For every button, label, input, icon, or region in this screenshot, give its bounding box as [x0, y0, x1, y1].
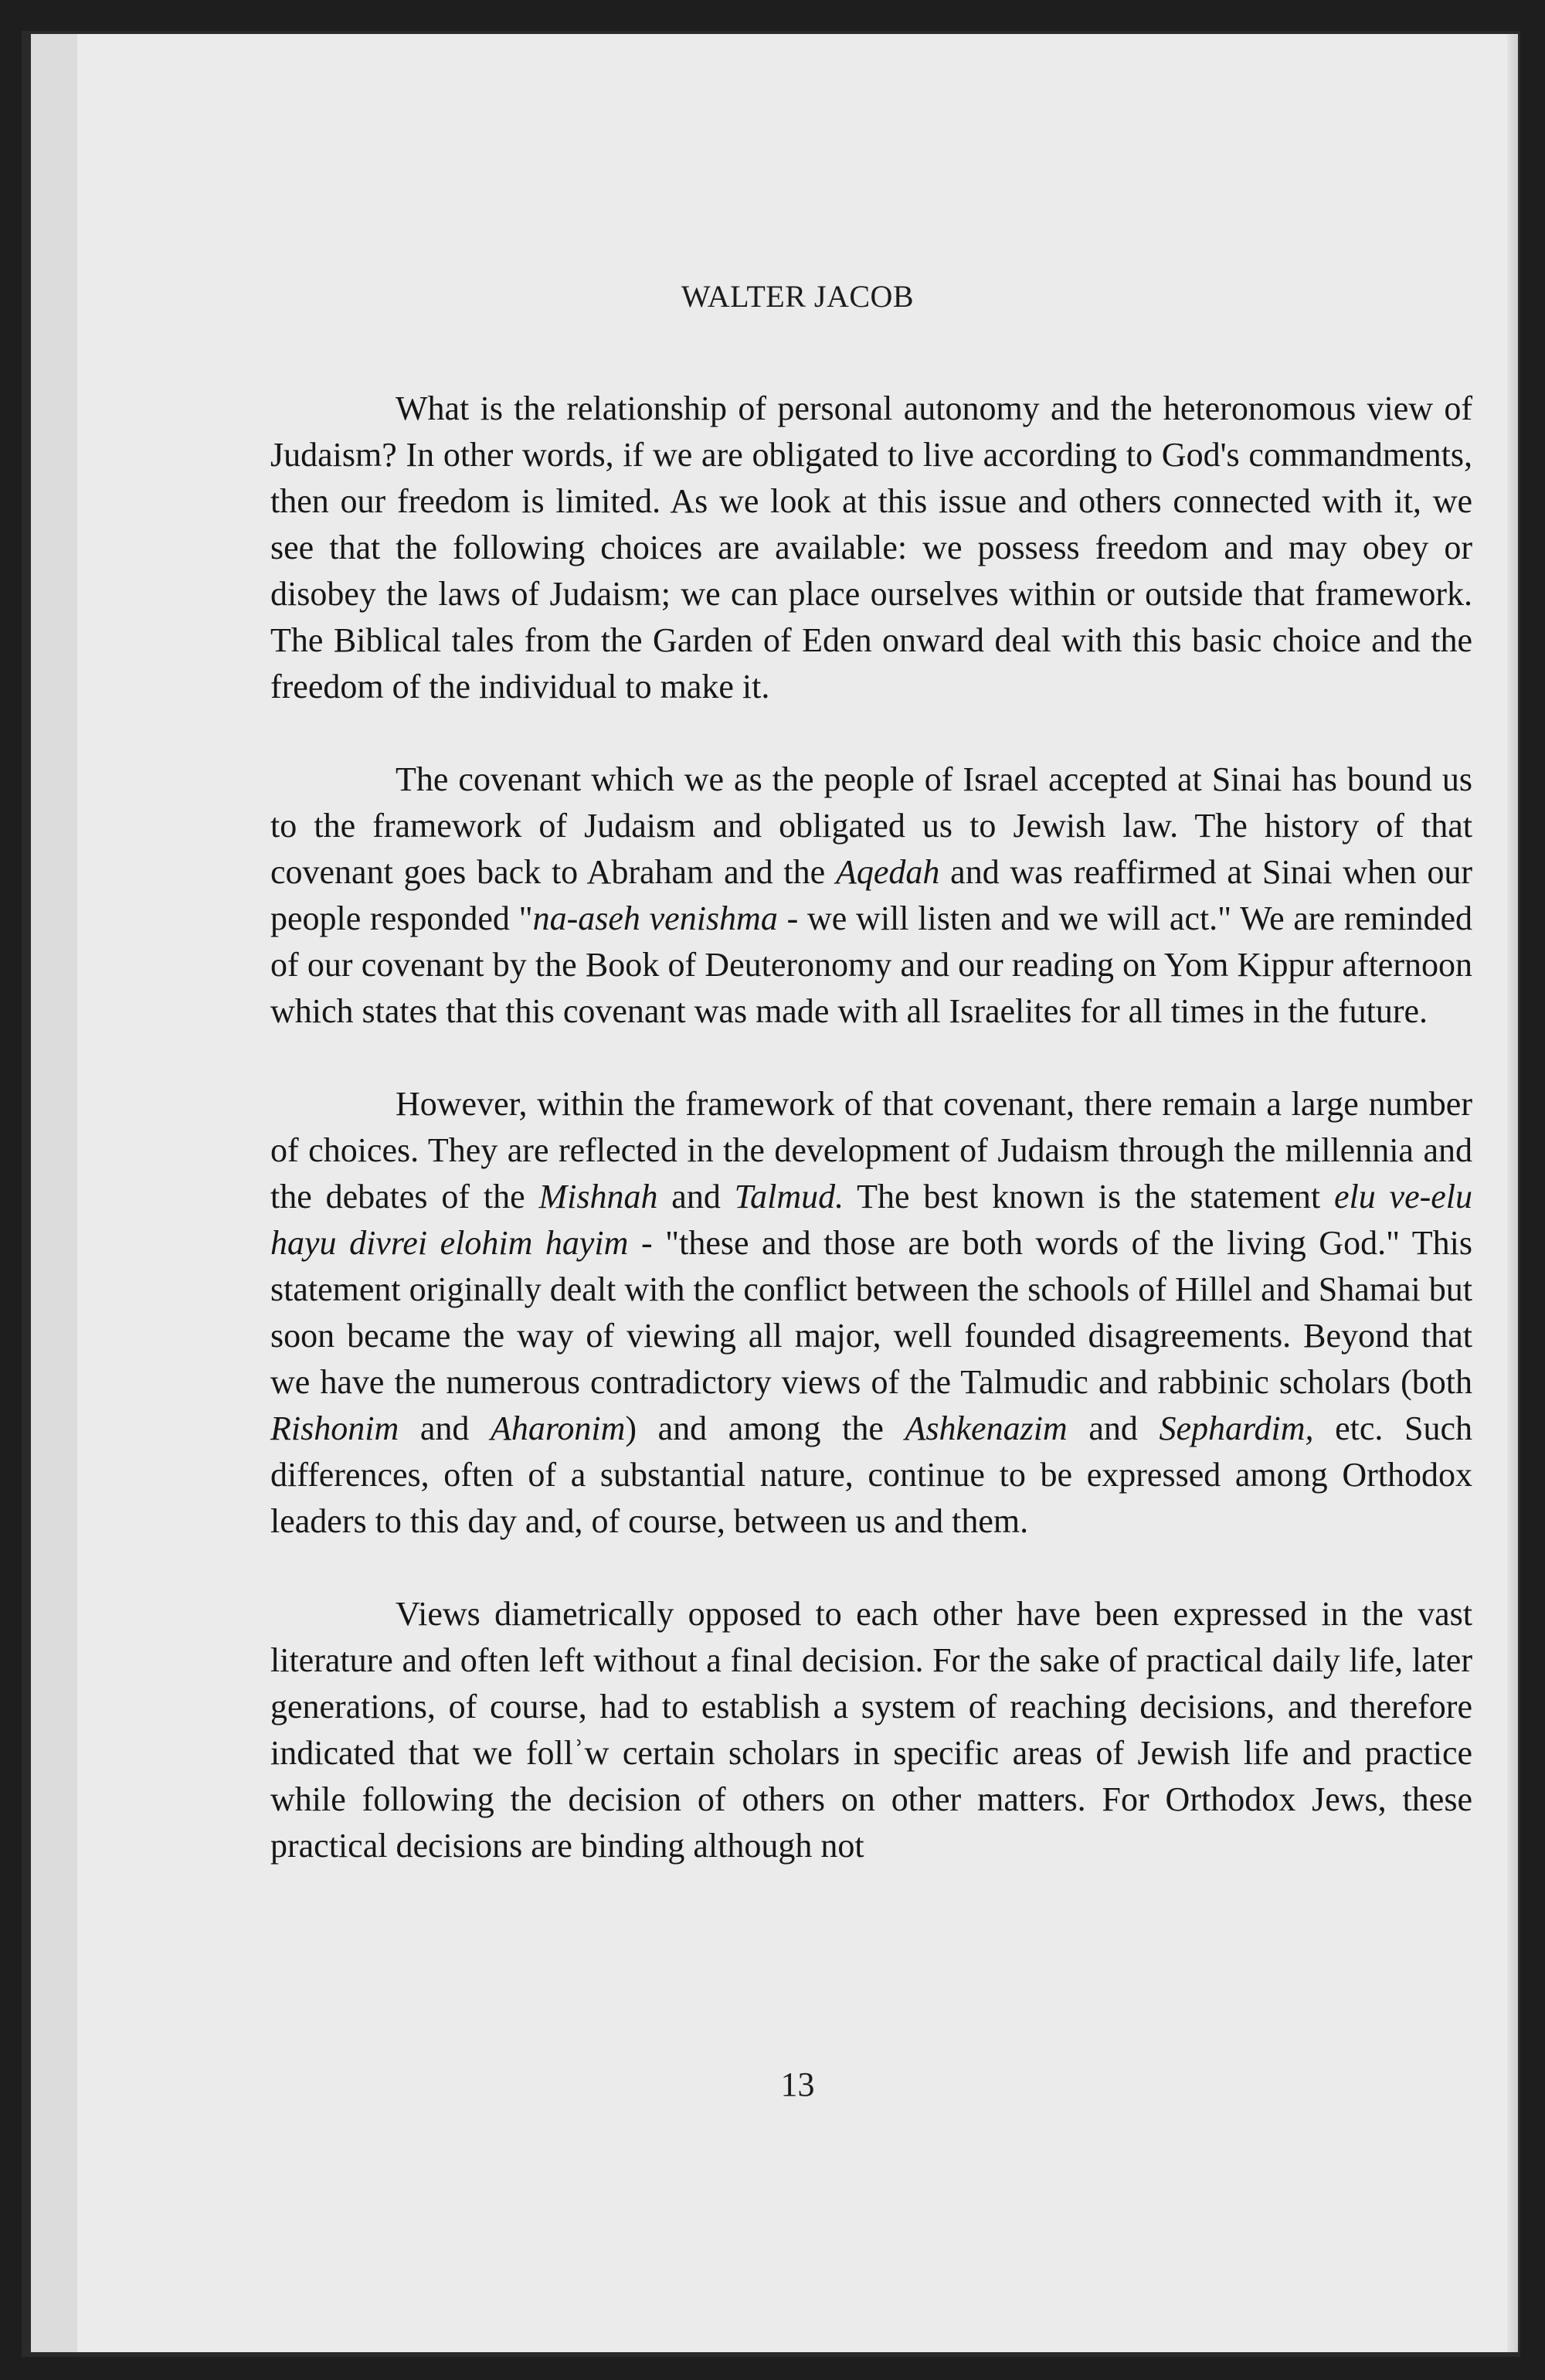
- text-run: However, within the framework of that covenant, there remain a large number of choices. They are reflected in the development of Judaism through the millennia and the debates of the: [270, 1085, 1472, 1216]
- italic-term: Sephardim,: [1159, 1409, 1314, 1447]
- text-run: and: [657, 1178, 735, 1216]
- text-run: ) and among the: [625, 1409, 905, 1447]
- text-run: What is the relationship of personal autonomy and the heteronomous view of Judaism? In other words, if we are obligated to live according to God's commandments, then our freedom is limited. As we look at this issue and others connected with it, we see that the following choices are available: we possess freedom and may obey or disobey the laws of Judaism; we can place ourselves within or outside that framework. The Biblical tales from the Garden of Eden onward deal with this basic choice and the freedom of the individual to make it.: [270, 389, 1472, 706]
- italic-term: na-aseh venishma: [532, 899, 778, 937]
- text-run: The covenant which we as the people of Israel accepted at Sinai has bound us to the framework of Judaism and obligated us to Jewish law. The history of that covenant goes back to Abraham and the: [270, 760, 1472, 891]
- italic-term: Rishonim: [270, 1409, 399, 1447]
- italic-term: elu ve-elu hayu divrei elohim hayim: [270, 1178, 1473, 1262]
- paragraph-2: [270, 756, 1472, 1035]
- italic-term: Talmud.: [734, 1178, 844, 1216]
- text-run: and was reaffirmed at Sinai when our people responded ": [270, 853, 1472, 937]
- paragraph-1: [270, 386, 1472, 710]
- text-run: and: [399, 1409, 491, 1447]
- text-run: The best known is the statement: [844, 1178, 1334, 1216]
- page-number: 13: [780, 2066, 815, 2103]
- text-run: etc. Such differences, often of a substantial nature, continue to be expressed among Orthodox leaders to this day and, of course, between us and them.: [270, 1409, 1473, 1540]
- italic-term: Mishnah: [538, 1178, 658, 1216]
- book-page: [31, 34, 1518, 2352]
- text-run: Views diametrically opposed to each other have been expressed in the vast literature and often left without a final decision. For the sake of practical daily life, later generations, of course, had to establish a system of reaching decisions, and therefore indicated that we follʾw certain scholars in specific areas of Jewish life and practice while following the decision of others on other matters. For Orthodox Jews, these practical decisions are binding although not: [270, 1595, 1472, 1865]
- text-run: and: [1067, 1409, 1160, 1447]
- body-text: [270, 386, 1472, 1869]
- running-head: WALTER JACOB: [681, 279, 915, 314]
- paragraph-4: [270, 1591, 1472, 1869]
- italic-term: Aqedah: [835, 853, 940, 891]
- paragraph-3: [270, 1081, 1472, 1545]
- text-run: - "these and those are both words of the living God." This statement originally dealt with the conflict between the schools of Hillel and Shamai but soon became the way of viewing all major, well founded disagreements. Beyond that we have the numerous contradictory views of the Talmudic and rabbinic scholars (both: [270, 1224, 1472, 1401]
- italic-term: Aharonim: [491, 1409, 626, 1447]
- text-run: - we will listen and we will act." We are reminded of our covenant by the Book of Deuteronomy and our reading on Yom Kippur afternoon which states that this covenant was made with all Israelites for all times in the future.: [270, 899, 1473, 1030]
- italic-term: Ashkenazim: [905, 1409, 1068, 1447]
